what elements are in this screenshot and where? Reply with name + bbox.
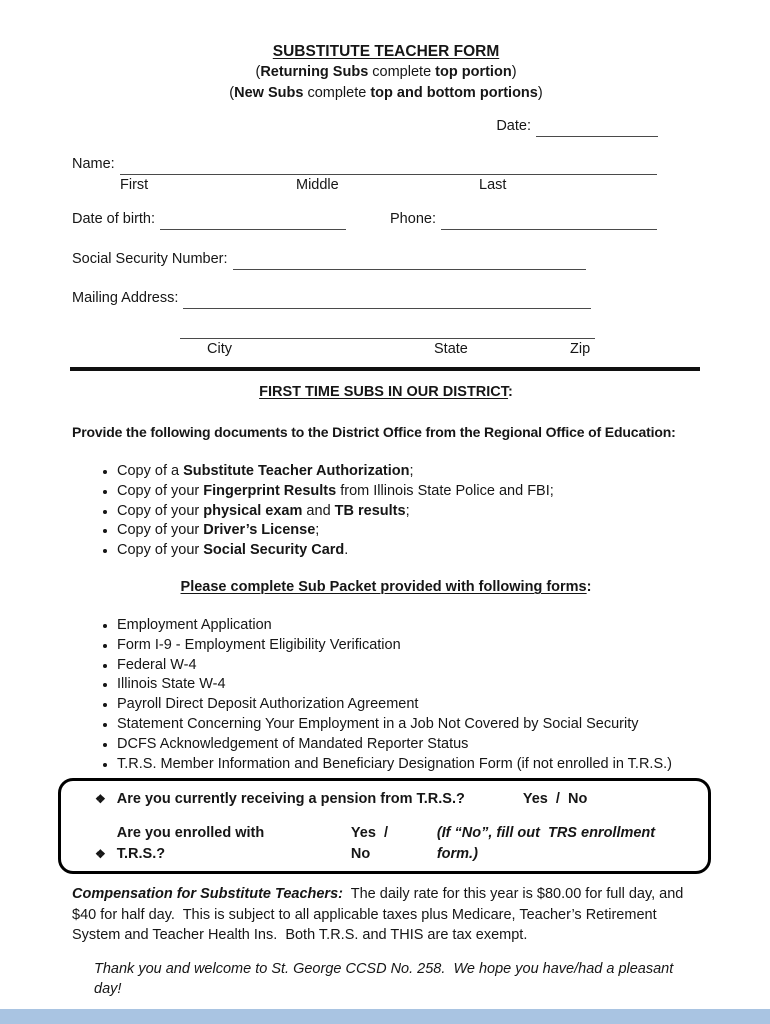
packet-form-item: • Illinois State W-4: [117, 675, 700, 695]
text-segment: Copy of your: [117, 522, 204, 539]
address-sublabel-state: State: [434, 341, 468, 357]
first-time-subs-heading: [72, 382, 700, 403]
name-row: [72, 154, 657, 175]
date-label: Date:: [496, 118, 531, 134]
sub-packet-heading-colon: :: [586, 578, 592, 595]
mailing-address-input-line[interactable]: [183, 291, 591, 309]
ssn-input-line[interactable]: [233, 252, 586, 270]
text-segment: Copy of your: [117, 502, 204, 519]
text-segment: physical exam: [203, 502, 303, 519]
address-sublabel-zip: Zip: [570, 341, 591, 357]
name-sublabel-last: Last: [479, 177, 507, 193]
text-segment: The daily rate for this year is $80.00 for full day, and $40 for half day. This is subject to all applicable taxes plus Medicare, Teacher’s Retirement System and Teacher Health Ins. Both T.R.S. and THIS are tax exempt.: [72, 886, 688, 944]
text-segment: ;: [315, 522, 320, 539]
documents-intro: Provide the following documents to the District Office from the Regional Office of Education:: [72, 424, 676, 440]
text-segment: Compensation for Substitute Teachers:: [72, 886, 343, 903]
address-line2-row: [72, 321, 700, 339]
text-segment: Copy of your: [117, 482, 204, 499]
text-segment: and: [302, 502, 335, 519]
trs-questions-box: [58, 778, 711, 874]
ssn-label: Social Security Number:: [72, 251, 228, 267]
note-returning-subs: [72, 62, 700, 83]
text-segment: (: [229, 85, 235, 101]
text-segment: Social Security Card: [203, 542, 345, 559]
name-sublabel-first: First: [120, 177, 149, 193]
packet-form-item: • Form I-9 - Employment Eligibility Verification: [117, 636, 700, 656]
text-segment: New Subs: [234, 85, 304, 101]
mailing-address-row: [72, 288, 700, 309]
packet-form-item: • T.R.S. Member Information and Beneficiary Designation Form (if not enrolled in T.R.S.): [117, 755, 700, 775]
document-list-item: [117, 482, 700, 502]
note-new-subs: [72, 83, 700, 104]
address-sublabel-city: City: [207, 341, 232, 357]
document-list-item: [117, 462, 700, 482]
text-segment: complete: [368, 64, 436, 80]
phone-input-line[interactable]: [441, 212, 657, 230]
address-sublabels: [72, 339, 700, 359]
packet-form-item: • Payroll Direct Deposit Authorization Agreement: [117, 695, 700, 715]
text-segment: Fingerprint Results: [203, 482, 337, 499]
sub-packet-heading: [72, 577, 700, 598]
text-segment: Substitute Teacher Authorization: [183, 463, 410, 479]
section-divider: [70, 367, 700, 371]
dob-label: Date of birth:: [72, 211, 156, 227]
name-input-line[interactable]: [120, 157, 657, 175]
trs-pension-question: Are you currently receiving a pension from T.R.S.?: [116, 791, 465, 808]
trs-pension-yes-no[interactable]: Yes / No: [522, 791, 588, 808]
text-segment: (: [255, 64, 261, 80]
packet-form-item: • Statement Concerning Your Employment in a Job Not Covered by Social Security: [117, 715, 700, 735]
text-segment: top and bottom portions: [370, 85, 538, 101]
packet-form-item: • Employment Application: [117, 616, 700, 636]
text-segment: Copy of a: [117, 463, 184, 479]
text-segment: TB results: [334, 502, 406, 519]
ssn-row: [72, 249, 700, 270]
document-list-item: [117, 521, 700, 541]
date-input-line[interactable]: [536, 119, 658, 137]
text-segment: ;: [409, 463, 414, 479]
trs-enrolled-yes-no[interactable]: Yes / No: [350, 825, 397, 863]
name-label: Name:: [72, 156, 115, 172]
dob-phone-row: [72, 209, 657, 230]
phone-label: Phone:: [390, 211, 436, 227]
text-segment: ): [537, 85, 543, 101]
name-sublabels: [72, 175, 700, 195]
diamond-bullet-icon: ❖: [95, 847, 106, 862]
dob-input-line[interactable]: [160, 212, 346, 230]
text-segment: .: [344, 542, 349, 559]
document-list-item: [117, 541, 700, 561]
first-time-subs-heading-colon: :: [508, 384, 513, 400]
compensation-paragraph: [72, 884, 700, 946]
first-time-subs-heading-text: FIRST TIME SUBS IN OUR DISTRICT: [259, 384, 509, 400]
name-sublabel-middle: Middle: [296, 177, 339, 193]
required-documents-list: [72, 462, 700, 561]
trs-enrolled-question-row: [95, 823, 698, 865]
text-segment: Driver’s License: [203, 522, 316, 539]
text-segment: ;: [405, 502, 410, 519]
trs-enrolled-question: Are you enrolled with T.R.S.?: [116, 825, 269, 863]
document-list-item: [117, 502, 700, 522]
date-row: [72, 116, 658, 137]
form-title: SUBSTITUTE TEACHER FORM: [272, 43, 500, 60]
trs-pension-question-row: [95, 789, 698, 810]
mailing-address-label: Mailing Address:: [72, 290, 179, 306]
text-segment: complete: [303, 85, 371, 101]
text-segment: Returning Subs: [260, 64, 369, 80]
text-segment: ): [511, 64, 517, 80]
address-line2-input-line[interactable]: [180, 321, 595, 339]
packet-form-item: • DCFS Acknowledgement of Mandated Reporter Status: [117, 735, 700, 755]
footer-bar: [0, 1009, 770, 1024]
sub-packet-heading-text: Please complete Sub Packet provided with following forms: [180, 578, 587, 595]
sub-packet-forms-list: [72, 616, 700, 774]
text-segment: top portion: [435, 64, 512, 80]
diamond-bullet-icon: ❖: [95, 792, 106, 807]
packet-form-item: • Federal W-4: [117, 656, 700, 676]
closing-message: Thank you and welcome to St. George CCSD No. 258. We hope you have/had a pleasant day!: [94, 960, 678, 997]
text-segment: Copy of your: [117, 542, 204, 559]
text-segment: from Illinois State Police and FBI;: [336, 482, 554, 499]
trs-enrollment-note: (If “No”, fill out TRS enrollment form.): [436, 825, 660, 863]
